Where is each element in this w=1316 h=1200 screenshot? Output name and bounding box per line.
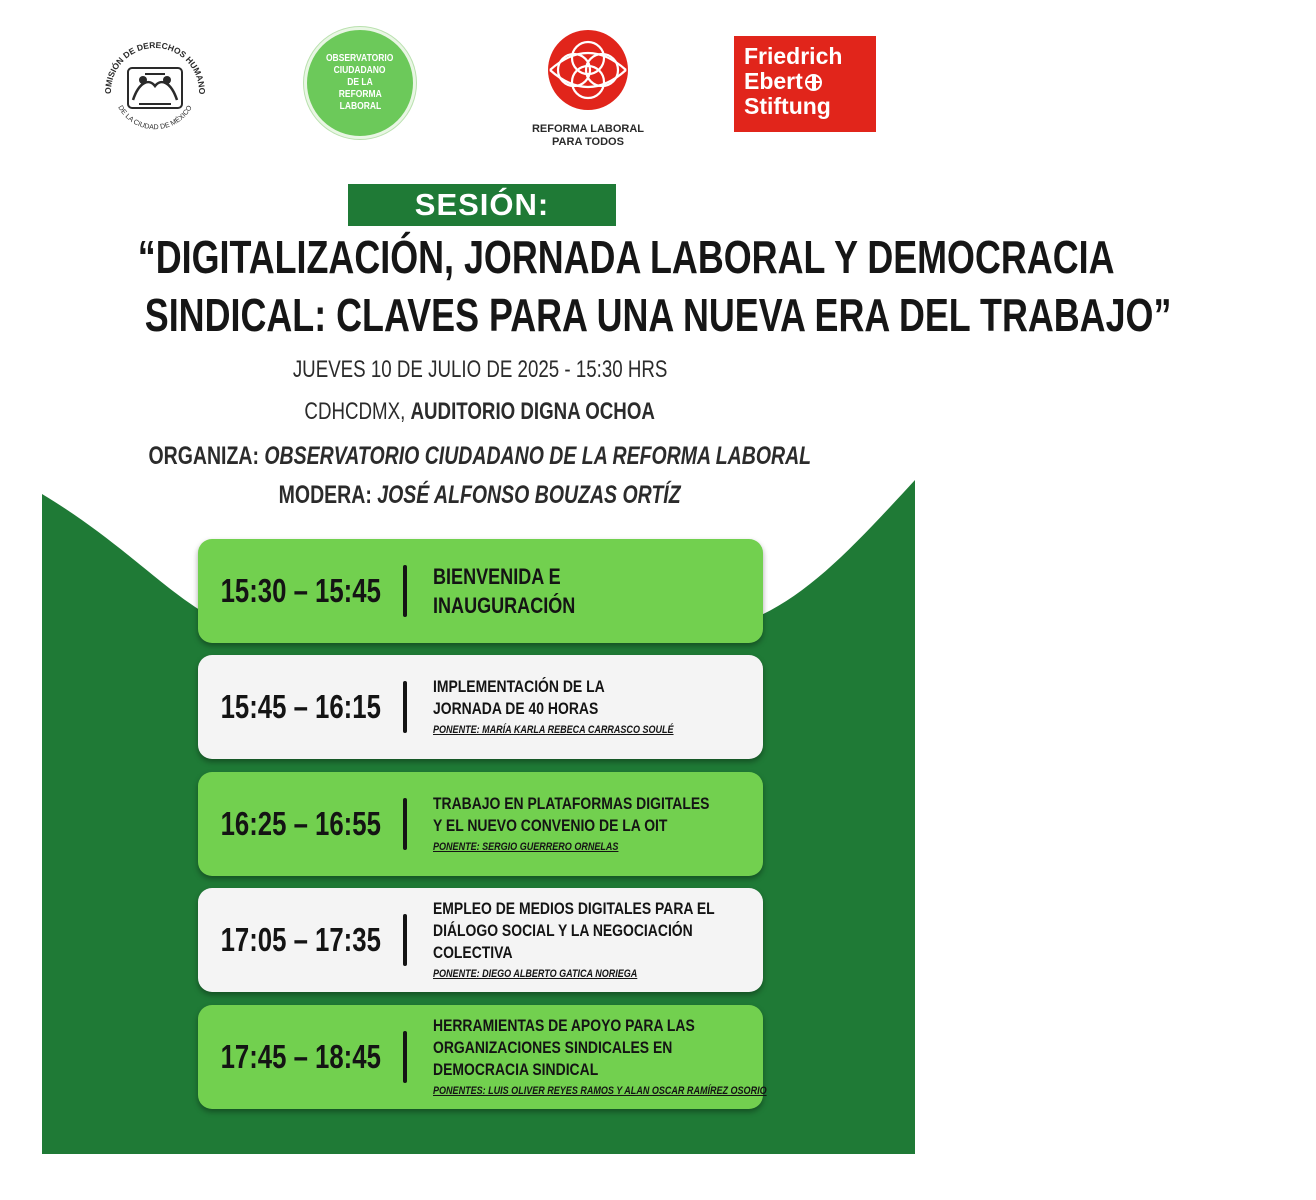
event-title-line-2 <box>0 289 1172 341</box>
agenda-topic-line: EMPLEO DE MEDIOS DIGITALES PARA EL <box>433 899 715 918</box>
agenda-row <box>198 1005 767 1109</box>
agenda-topic-line: HERRAMIENTAS DE APOYO PARA LAS <box>433 1016 695 1035</box>
agenda-description <box>433 793 770 855</box>
fes-line3: Stiftung <box>744 93 831 119</box>
reforma-laboral-para-todos-logo <box>528 28 648 153</box>
venue-text <box>305 398 655 426</box>
agenda-description <box>433 562 763 620</box>
svg-text:COMISIÓN DE DERECHOS HUMANOS <box>95 30 207 95</box>
agenda-time <box>198 805 403 843</box>
agenda-topic-line: DIÁLOGO SOCIAL Y LA NEGOCIACIÓN <box>433 921 693 940</box>
agenda-time <box>198 1038 403 1076</box>
agenda-topic-line: TRABAJO EN PLATAFORMAS DIGITALES <box>433 794 710 813</box>
organizer-text <box>149 442 812 470</box>
organizer-name: OBSERVATORIO CIUDADANO DE LA REFORMA LABORAL <box>264 442 812 470</box>
agenda-topic-line: ORGANIZACIONES SINDICALES EN <box>433 1038 673 1057</box>
agenda-time-text: 16:25 – 16:55 <box>220 805 381 842</box>
organizer-line <box>0 442 960 470</box>
agenda-row <box>198 655 763 759</box>
organizer-label: ORGANIZA: <box>148 442 260 470</box>
agenda-row <box>198 772 763 876</box>
moderator-label: MODERA: <box>279 481 373 509</box>
agenda-description <box>433 898 777 982</box>
fes-line2-row <box>744 69 876 94</box>
fes-line2: Ebert <box>744 68 803 94</box>
agenda-divider <box>403 798 407 850</box>
agenda-description <box>433 1015 840 1099</box>
event-date-line <box>0 356 960 384</box>
agenda-time-text: 15:30 – 15:45 <box>220 572 381 609</box>
agenda-time <box>198 572 403 610</box>
agenda-description <box>433 676 763 738</box>
obs-logo-line: REFORMA <box>338 89 382 100</box>
event-date-time: JUEVES 10 DE JULIO DE 2025 - 15:30 HRS <box>292 356 668 383</box>
agenda-topic-line: DEMOCRACIA SINDICAL <box>433 1060 599 1079</box>
agenda-speaker: PONENTE: DIEGO ALBERTO GATICA NORIEGA <box>433 968 638 980</box>
rlpt-caption <box>528 123 648 149</box>
friedrich-ebert-stiftung-logo <box>734 36 876 132</box>
cdhcdmx-emblem-icon <box>95 30 215 150</box>
agenda-topic-line: COLECTIVA <box>433 943 513 962</box>
agenda-divider <box>403 565 407 617</box>
fes-line1: Friedrich <box>744 43 843 69</box>
event-venue-line <box>0 398 960 426</box>
agenda-topic-line: BIENVENIDA E <box>433 564 561 589</box>
moderator-name: JOSÉ ALFONSO BOUZAS ORTÍZ <box>377 481 681 509</box>
event-title-text-1: “DIGITALIZACIÓN, JORNADA LABORAL Y DEMOCRACIA <box>137 231 1115 283</box>
obs-logo-line: CIUDADANO <box>334 65 386 76</box>
venue-prefix: CDHCDMX, <box>304 398 406 425</box>
cdh-arc-text-top: OMISIÓN DE DERECHOS HUMANO <box>102 39 208 95</box>
event-title-line-1 <box>0 231 1115 283</box>
event-title-text-2: SINDICAL: CLAVES PARA UNA NUEVA ERA DEL TRABAJO” <box>144 289 1172 341</box>
agenda-topic-line: IMPLEMENTACIÓN DE LA <box>433 677 605 696</box>
agenda-speaker: PONENTE: MARÍA KARLA REBECA CARRASCO SOULÉ <box>433 724 674 736</box>
venue-name: AUDITORIO DIGNA OCHOA <box>410 398 656 425</box>
agenda-time-text: 17:05 – 17:35 <box>220 921 381 958</box>
agenda-time <box>198 921 403 959</box>
agenda-speaker: PONENTES: LUIS OLIVER REYES RAMOS Y ALAN OSCAR RAMÍREZ OSORIO <box>433 1085 767 1097</box>
agenda-time <box>198 688 403 726</box>
agenda-time-text: 17:45 – 18:45 <box>220 1038 381 1075</box>
session-label: SESIÓN: <box>414 187 550 222</box>
agenda-topic-line: Y EL NUEVO CONVENIO DE LA OIT <box>433 816 668 835</box>
agenda-divider <box>403 914 407 966</box>
interlocking-rings-icon <box>540 28 636 114</box>
globe-icon <box>805 74 822 91</box>
agenda-divider <box>403 681 407 733</box>
cdhcdmx-logo <box>95 30 215 150</box>
obs-logo-line: DE LA <box>347 77 373 88</box>
rlpt-caption-line2: PARA TODOS <box>552 136 624 148</box>
agenda-speaker: PONENTE: SERGIO GUERRERO ORNELAS <box>433 841 619 853</box>
agenda-topic-line: INAUGURACIÓN <box>433 593 576 618</box>
agenda-row <box>198 888 763 992</box>
cdh-arc-text-bottom: DE LA CIUDAD DE MÉXICO <box>116 104 194 132</box>
obs-logo-line: LABORAL <box>339 101 381 112</box>
agenda-divider <box>403 1031 407 1083</box>
observatorio-logo <box>304 27 416 139</box>
obs-logo-line: OBSERVATORIO <box>326 53 394 64</box>
agenda-time-text: 15:45 – 16:15 <box>220 688 381 725</box>
agenda-topic-line: JORNADA DE 40 HORAS <box>433 699 599 718</box>
agenda-row <box>198 539 763 643</box>
rlpt-caption-line1: REFORMA LABORAL <box>531 123 645 135</box>
session-badge <box>348 184 616 226</box>
